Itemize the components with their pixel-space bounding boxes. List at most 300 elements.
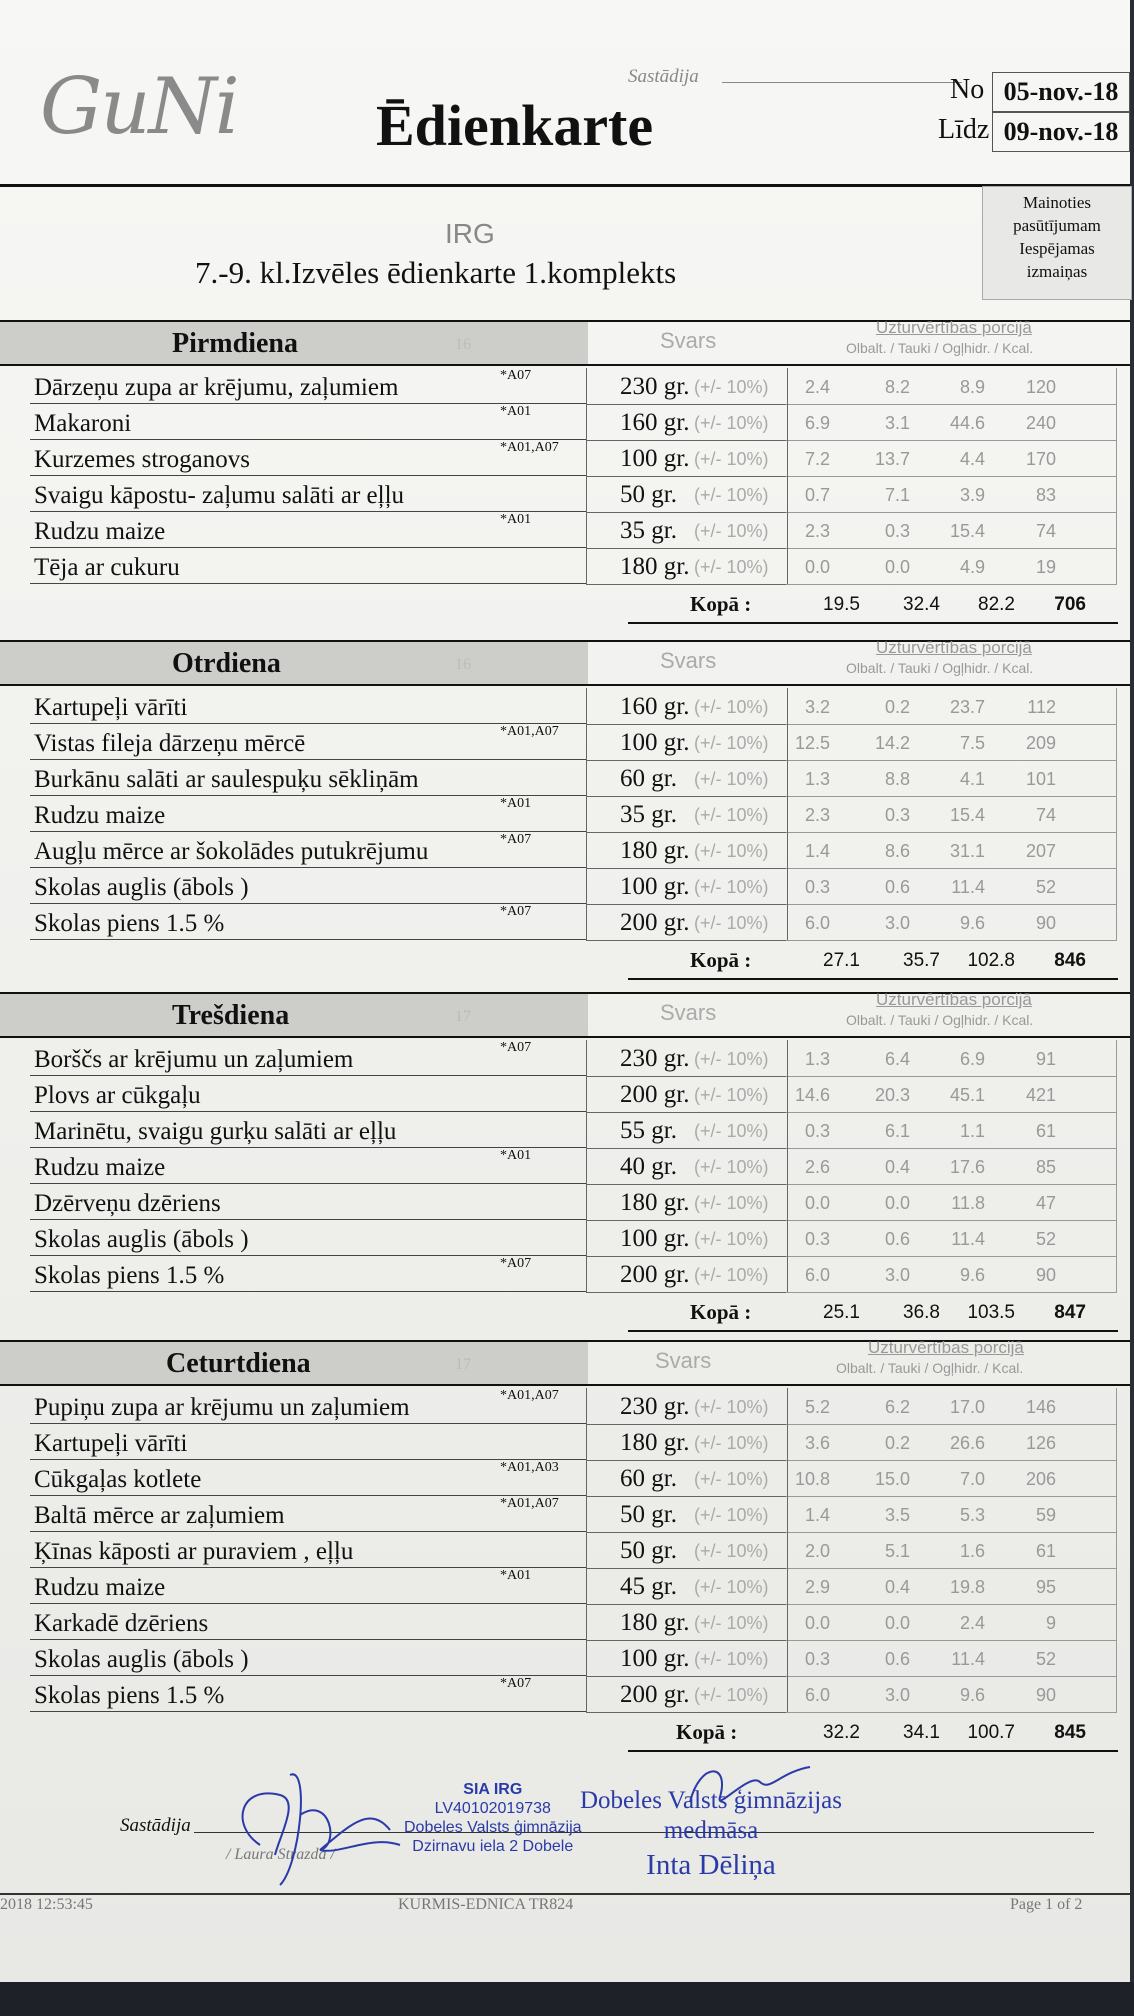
weight-tolerance: (+/- 10%)	[694, 1049, 769, 1069]
nutrient-kcal: 74	[1035, 805, 1056, 825]
nutrient-fat: 0.6	[884, 877, 910, 897]
allergen-code: *A07	[500, 832, 532, 847]
row-underline	[30, 939, 586, 940]
total-label: Kopā :	[690, 948, 752, 972]
menu-item-row	[30, 1112, 1120, 1148]
nutrient-carbs: 7.0	[959, 1469, 985, 1489]
weight-tolerance: (+/- 10%)	[694, 449, 769, 469]
item-name: Rudzu maize	[34, 1154, 166, 1181]
allergen-code: *A01	[500, 1568, 532, 1583]
nutrient-fat: 0.2	[884, 1433, 910, 1453]
nutrient-carbs: 9.6	[959, 1265, 985, 1285]
nutrient-fat: 3.5	[884, 1505, 910, 1525]
nutrition-subheader: Olbalt. / Tauki / Ogļhidr. / Kcal.	[846, 340, 1034, 356]
nutrient-protein: 1.4	[804, 841, 830, 861]
weight-header: Svars	[655, 1348, 712, 1373]
nutrient-protein: 3.2	[804, 697, 830, 717]
menu-item-row	[30, 1256, 1120, 1292]
nutrient-fat: 6.1	[884, 1121, 910, 1141]
weight-header: Svars	[660, 1000, 717, 1025]
menu-item-row	[30, 760, 1120, 796]
item-name: Skolas auglis (ābols )	[34, 874, 249, 901]
nutrient-fat: 8.6	[884, 841, 910, 861]
nutrient-protein: 2.3	[804, 805, 830, 825]
item-weight: 160 gr.	[620, 409, 690, 436]
menu-subtitle: 7.-9. kl.Izvēles ēdienkarte 1.komplekts	[195, 255, 677, 290]
nutrient-protein: 0.0	[804, 1613, 830, 1633]
nutrient-kcal: 90	[1035, 913, 1056, 933]
nutrient-kcal: 207	[1025, 841, 1056, 861]
item-name: Rudzu maize	[34, 518, 166, 545]
weight-tolerance: (+/- 10%)	[694, 697, 769, 717]
nutrient-protein: 2.3	[804, 521, 830, 541]
allergen-code: *A07	[500, 1256, 532, 1271]
nutrient-fat: 0.4	[884, 1577, 910, 1597]
stamp-line: Dobeles Valsts ģimnāzija	[404, 1819, 582, 1836]
weight-tolerance: (+/- 10%)	[694, 1577, 769, 1597]
nutrient-fat: 3.0	[884, 913, 910, 933]
item-name: Vistas fileja dārzeņu mērcē	[34, 730, 306, 757]
menu-item-row	[30, 1532, 1120, 1568]
day-name: Ceturtdiena	[166, 1348, 311, 1379]
nutrient-protein: 10.8	[794, 1469, 830, 1489]
day-number: 16	[455, 336, 471, 353]
total-carbs: 102.8	[967, 950, 1015, 971]
item-weight: 200 gr.	[620, 1081, 690, 1108]
item-name: Kartupeļi vārīti	[34, 694, 188, 721]
page-title: Ēdienkarte	[376, 93, 654, 158]
stamp-line: LV40102019738	[434, 1800, 551, 1817]
nutrient-kcal: 85	[1035, 1157, 1056, 1177]
nutrient-kcal: 101	[1025, 769, 1056, 789]
weight-header: Svars	[660, 648, 717, 673]
nurse-name: Inta Dēliņa	[646, 1849, 776, 1881]
allergen-code: *A01	[500, 1148, 532, 1163]
item-name: Skolas piens 1.5 %	[34, 1262, 225, 1289]
nutrition-subheader: Olbalt. / Tauki / Ogļhidr. / Kcal.	[836, 1360, 1024, 1376]
nutrient-fat: 0.3	[884, 805, 910, 825]
nutrition-subheader: Olbalt. / Tauki / Ogļhidr. / Kcal.	[846, 1012, 1034, 1028]
total-protein: 19.5	[823, 594, 860, 615]
nutrition-subheader: Olbalt. / Tauki / Ogļhidr. / Kcal.	[846, 660, 1034, 676]
weight-tolerance: (+/- 10%)	[694, 1505, 769, 1525]
menu-item-row	[30, 1076, 1120, 1112]
nutrient-fat: 0.4	[884, 1157, 910, 1177]
item-weight: 40 gr.	[620, 1153, 677, 1180]
nutrient-carbs: 23.7	[949, 697, 985, 717]
nutrient-carbs: 26.6	[949, 1433, 985, 1453]
weight-tolerance: (+/- 10%)	[694, 1433, 769, 1453]
day-name: Pirmdiena	[172, 328, 298, 359]
item-name: Baltā mērce ar zaļumiem	[34, 1502, 285, 1529]
item-weight: 230 gr.	[620, 1045, 690, 1072]
nutrient-protein: 6.0	[804, 1685, 830, 1705]
total-underline	[628, 1330, 1118, 1332]
nutrient-carbs: 45.1	[949, 1085, 985, 1105]
item-weight: 230 gr.	[620, 1393, 690, 1420]
row-underline	[30, 1711, 586, 1712]
menu-item-row	[30, 548, 1120, 584]
menu-item-row	[30, 904, 1120, 940]
weight-tolerance: (+/- 10%)	[694, 841, 769, 861]
weight-tolerance: (+/- 10%)	[694, 1541, 769, 1561]
item-name: Skolas auglis (ābols )	[34, 1226, 249, 1253]
total-fat: 32.4	[903, 594, 940, 615]
nutrient-fat: 6.4	[884, 1049, 910, 1069]
total-kcal: 706	[1054, 594, 1086, 615]
weight-tolerance: (+/- 10%)	[694, 1469, 769, 1489]
nutrient-protein: 14.6	[794, 1085, 830, 1105]
nutrient-kcal: 209	[1025, 733, 1056, 753]
allergen-code: *A01,A07	[500, 440, 559, 455]
nutrient-carbs: 44.6	[949, 413, 985, 433]
item-name: Ķīnas kāposti ar puraviem , eļļu	[34, 1538, 354, 1565]
nutrient-protein: 6.0	[804, 1265, 830, 1285]
menu-item-row	[30, 1148, 1120, 1184]
company-name: IRG	[445, 218, 495, 249]
nutrient-kcal: 90	[1035, 1685, 1056, 1705]
nutrient-protein: 1.3	[804, 1049, 830, 1069]
menu-item-row	[30, 404, 1120, 440]
stamp-line: SIA IRG	[463, 1781, 523, 1798]
nutrient-carbs: 6.9	[959, 1049, 985, 1069]
item-name: Plovs ar cūkgaļu	[34, 1082, 201, 1109]
item-name: Svaigu kāpostu- zaļumu salāti ar eļļu	[34, 482, 405, 509]
nutrient-protein: 7.2	[804, 449, 830, 469]
day-header-rule	[0, 684, 1130, 686]
nutrient-fat: 0.2	[884, 697, 910, 717]
item-name: Karkadē dzēriens	[34, 1610, 209, 1637]
weight-tolerance: (+/- 10%)	[694, 877, 769, 897]
allergen-code: *A01,A03	[500, 1460, 559, 1475]
item-weight: 50 gr.	[620, 1537, 677, 1564]
nutrient-kcal: 52	[1035, 1229, 1056, 1249]
menu-item-row	[30, 688, 1120, 724]
item-weight: 60 gr.	[620, 765, 677, 792]
nutrient-protein: 1.3	[804, 769, 830, 789]
menu-item-row	[30, 1040, 1120, 1076]
nutrient-kcal: 95	[1035, 1577, 1056, 1597]
allergen-code: *A01,A07	[500, 724, 559, 739]
nutrient-fat: 15.0	[874, 1469, 910, 1489]
nutrient-carbs: 1.1	[959, 1121, 985, 1141]
nutrient-carbs: 11.4	[951, 877, 985, 897]
item-name: Skolas auglis (ābols )	[34, 1646, 249, 1673]
weight-tolerance: (+/- 10%)	[694, 485, 769, 505]
total-label: Kopā :	[690, 592, 752, 616]
nutrient-protein: 0.3	[804, 1229, 830, 1249]
item-weight: 200 gr.	[620, 1681, 690, 1708]
lidz-date: 09-nov.-18	[992, 112, 1130, 152]
no-date: 05-nov.-18	[992, 72, 1130, 112]
total-fat: 36.8	[903, 1302, 940, 1323]
weight-tolerance: (+/- 10%)	[694, 1085, 769, 1105]
total-carbs: 103.5	[967, 1302, 1015, 1323]
item-name: Cūkgaļas kotlete	[34, 1466, 202, 1493]
sastadija-top-label: Sastādija	[628, 66, 699, 87]
item-weight: 45 gr.	[620, 1573, 677, 1600]
item-weight: 50 gr.	[620, 1501, 677, 1528]
nutrient-kcal: 170	[1025, 449, 1056, 469]
nutrient-kcal: 112	[1027, 697, 1056, 717]
guni-logo: GuNi	[40, 62, 238, 152]
nutrition-header: Uzturvērtības porcijā	[876, 318, 1032, 337]
weight-tolerance: (+/- 10%)	[694, 1121, 769, 1141]
sastadija-label: Sastādija	[120, 1815, 191, 1836]
item-weight: 180 gr.	[620, 1189, 690, 1216]
nutrient-carbs: 15.4	[949, 521, 985, 541]
compiler-signature	[220, 1735, 410, 1895]
nutrient-fat: 8.2	[884, 377, 910, 397]
nutrient-fat: 0.0	[884, 1613, 910, 1633]
menu-item-row	[30, 796, 1120, 832]
row-underline	[30, 1291, 586, 1292]
nutrient-kcal: 91	[1035, 1049, 1056, 1069]
weight-tolerance: (+/- 10%)	[694, 521, 769, 541]
item-weight: 100 gr.	[620, 1225, 690, 1252]
nutrient-protein: 5.2	[804, 1397, 830, 1417]
item-weight: 100 gr.	[620, 1645, 690, 1672]
nutrient-protein: 0.0	[804, 1193, 830, 1213]
nutrient-carbs: 31.1	[949, 841, 985, 861]
item-weight: 180 gr.	[620, 1429, 690, 1456]
item-weight: 55 gr.	[620, 1117, 677, 1144]
nutrient-protein: 0.7	[804, 485, 830, 505]
nutrient-kcal: 126	[1025, 1433, 1056, 1453]
item-name: Augļu mērce ar šokolādes putukrējumu	[34, 838, 429, 865]
no-label: No	[950, 74, 985, 105]
total-carbs: 82.2	[978, 594, 1015, 615]
menu-item-row	[30, 512, 1120, 548]
nutrient-fat: 6.2	[884, 1397, 910, 1417]
nutrient-kcal: 19	[1035, 557, 1056, 577]
nutrient-kcal: 90	[1035, 1265, 1056, 1285]
nutrient-fat: 3.0	[884, 1685, 910, 1705]
nutrient-carbs: 17.6	[949, 1157, 985, 1177]
total-carbs: 100.7	[967, 1722, 1015, 1743]
item-name: Pupiņu zupa ar krējumu un zaļumiem	[34, 1394, 410, 1421]
company-stamp	[404, 1780, 582, 1856]
nutrition-header: Uzturvērtības porcijā	[868, 1338, 1024, 1357]
weight-tolerance: (+/- 10%)	[694, 1613, 769, 1633]
weight-tolerance: (+/- 10%)	[694, 1685, 769, 1705]
nutrient-protein: 0.3	[804, 1121, 830, 1141]
menu-item-row	[30, 1568, 1120, 1604]
total-fat: 35.7	[903, 950, 940, 971]
item-weight: 200 gr.	[620, 909, 690, 936]
nutrient-fat: 0.6	[884, 1649, 910, 1669]
nutrient-carbs: 11.4	[951, 1229, 985, 1249]
row-underline	[30, 583, 586, 584]
menu-item-row	[30, 724, 1120, 760]
nurse-org: Dobeles Valsts ģimnāzijas	[580, 1787, 842, 1814]
nutrient-protein: 0.3	[804, 877, 830, 897]
total-protein: 32.2	[823, 1722, 860, 1743]
nutrient-carbs: 7.5	[959, 733, 985, 753]
item-weight: 100 gr.	[620, 729, 690, 756]
item-name: Borščs ar krējumu un zaļumiem	[34, 1046, 354, 1073]
weight-tolerance: (+/- 10%)	[694, 1265, 769, 1285]
allergen-code: *A07	[500, 904, 532, 919]
total-kcal: 847	[1054, 1302, 1086, 1323]
nutrient-protein: 6.9	[804, 413, 830, 433]
weight-tolerance: (+/- 10%)	[694, 805, 769, 825]
item-name: Skolas piens 1.5 %	[34, 1682, 225, 1709]
nutrient-carbs: 1.6	[959, 1541, 985, 1561]
day-header-rule	[0, 1384, 1130, 1386]
item-name: Marinētu, svaigu gurķu salāti ar eļļu	[34, 1118, 397, 1145]
allergen-code: *A01,A07	[500, 1496, 559, 1511]
nutrient-carbs: 4.1	[959, 769, 985, 789]
nutrient-fat: 20.3	[874, 1085, 910, 1105]
nutrient-kcal: 240	[1025, 413, 1056, 433]
weight-tolerance: (+/- 10%)	[694, 913, 769, 933]
nutrient-protein: 0.3	[804, 1649, 830, 1669]
nutrient-carbs: 19.8	[949, 1577, 985, 1597]
nutrient-carbs: 9.6	[959, 1685, 985, 1705]
menu-item-row	[30, 832, 1120, 868]
menu-item-row	[30, 1676, 1120, 1712]
nutrient-kcal: 421	[1025, 1085, 1056, 1105]
nutrient-kcal: 59	[1035, 1505, 1056, 1525]
day-number: 17	[455, 1008, 471, 1025]
menu-item-row	[30, 1604, 1120, 1640]
menu-item-row	[30, 1640, 1120, 1676]
item-name: Skolas piens 1.5 %	[34, 910, 225, 937]
weight-header: Svars	[660, 328, 717, 353]
background-surface	[0, 1982, 1134, 2016]
item-weight: 50 gr.	[620, 481, 677, 508]
nurse-signature	[670, 1752, 820, 1822]
nurse-role: medmāsa	[663, 1817, 759, 1844]
day-name: Otrdiena	[172, 648, 281, 679]
compiler-name: / Laura Strazda /	[226, 1846, 335, 1863]
item-weight: 35 gr.	[620, 517, 677, 544]
item-name: Rudzu maize	[34, 1574, 166, 1601]
nutrient-fat: 7.1	[884, 485, 910, 505]
item-weight: 60 gr.	[620, 1465, 677, 1492]
nutrient-protein: 2.4	[804, 377, 830, 397]
nutrient-protein: 2.9	[804, 1577, 830, 1597]
nutrient-fat: 0.3	[884, 521, 910, 541]
allergen-code: *A01,A07	[500, 1388, 559, 1403]
allergen-code: *A07	[500, 1040, 532, 1055]
nutrient-fat: 5.1	[884, 1541, 910, 1561]
nutrient-fat: 13.7	[874, 449, 910, 469]
weight-tolerance: (+/- 10%)	[694, 377, 769, 397]
menu-item-row	[30, 1496, 1120, 1532]
weight-tolerance: (+/- 10%)	[694, 1649, 769, 1669]
nutrient-fat: 3.0	[884, 1265, 910, 1285]
nutrient-fat: 0.0	[884, 1193, 910, 1213]
change-note	[982, 186, 1132, 300]
nutrient-carbs: 9.6	[959, 913, 985, 933]
weight-tolerance: (+/- 10%)	[694, 1193, 769, 1213]
menu-item-row	[30, 440, 1120, 476]
weight-tolerance: (+/- 10%)	[694, 1397, 769, 1417]
item-weight: 180 gr.	[620, 553, 690, 580]
nutrient-protein: 0.0	[804, 557, 830, 577]
nutrient-protein: 2.0	[804, 1541, 830, 1561]
total-underline	[628, 622, 1118, 624]
nutrient-carbs: 3.9	[959, 485, 985, 505]
weight-tolerance: (+/- 10%)	[694, 413, 769, 433]
day-number: 16	[455, 656, 471, 673]
nutrient-fat: 14.2	[874, 733, 910, 753]
menu-item-row	[30, 1220, 1120, 1256]
footer-timestamp: 2018 12:53:45	[0, 1896, 93, 1913]
lidz-label: Līdz	[938, 114, 990, 145]
menu-item-row	[30, 1184, 1120, 1220]
header-rule	[0, 184, 1130, 187]
total-label: Kopā :	[676, 1720, 738, 1744]
stamp-line: Dzirnavu iela 2 Dobele	[412, 1838, 574, 1855]
nutrient-kcal: 206	[1025, 1469, 1056, 1489]
note-line: Mainoties	[1023, 193, 1091, 212]
item-name: Dārzeņu zupa ar krējumu, zaļumiem	[34, 374, 399, 401]
note-line: pasūtījumam	[1013, 216, 1101, 235]
nutrient-carbs: 15.4	[949, 805, 985, 825]
nutrient-fat: 3.1	[884, 413, 910, 433]
nutrient-carbs: 8.9	[959, 377, 985, 397]
menu-item-row	[30, 1388, 1120, 1424]
menu-item-row	[30, 1460, 1120, 1496]
note-line: izmaiņas	[1026, 262, 1088, 281]
nutrient-protein: 6.0	[804, 913, 830, 933]
nutrient-fat: 0.0	[884, 557, 910, 577]
nutrient-kcal: 52	[1035, 1649, 1056, 1669]
menu-item-row	[30, 476, 1120, 512]
nutrient-kcal: 146	[1025, 1397, 1056, 1417]
nutrient-carbs: 11.8	[951, 1193, 985, 1213]
day-header-rule	[0, 1036, 1130, 1038]
nutrient-kcal: 83	[1035, 485, 1056, 505]
sastadija-top-line	[722, 82, 962, 83]
menu-item-row	[30, 368, 1120, 404]
nutrition-header: Uzturvērtības porcijā	[876, 638, 1032, 657]
total-fat: 34.1	[903, 1722, 940, 1743]
nutrient-kcal: 61	[1035, 1541, 1056, 1561]
nutrient-kcal: 9	[1045, 1613, 1056, 1633]
allergen-code: *A01	[500, 512, 532, 527]
item-weight: 100 gr.	[620, 873, 690, 900]
menu-item-row	[30, 1424, 1120, 1460]
footer-rule	[0, 1893, 1130, 1895]
allergen-code: *A01	[500, 796, 532, 811]
nutrient-kcal: 52	[1035, 877, 1056, 897]
total-kcal: 845	[1054, 1722, 1086, 1743]
item-name: Kartupeļi vārīti	[34, 1430, 188, 1457]
item-weight: 100 gr.	[620, 445, 690, 472]
day-header-rule	[0, 364, 1130, 366]
nutrient-carbs: 2.4	[959, 1613, 985, 1633]
item-name: Makaroni	[34, 410, 132, 437]
item-weight: 35 gr.	[620, 801, 677, 828]
note-line: Iespējamas	[1019, 239, 1095, 258]
nutrient-carbs: 4.4	[959, 449, 985, 469]
nutrition-header: Uzturvērtības porcijā	[876, 990, 1032, 1009]
weight-tolerance: (+/- 10%)	[694, 769, 769, 789]
weight-tolerance: (+/- 10%)	[694, 1229, 769, 1249]
total-kcal: 846	[1054, 950, 1086, 971]
day-header-band	[0, 994, 588, 1038]
nutrient-protein: 1.4	[804, 1505, 830, 1525]
nutrient-kcal: 74	[1035, 521, 1056, 541]
day-name: Trešdiena	[172, 1000, 290, 1031]
nutrient-kcal: 47	[1035, 1193, 1056, 1213]
allergen-code: *A07	[500, 1676, 532, 1691]
weight-tolerance: (+/- 10%)	[694, 557, 769, 577]
